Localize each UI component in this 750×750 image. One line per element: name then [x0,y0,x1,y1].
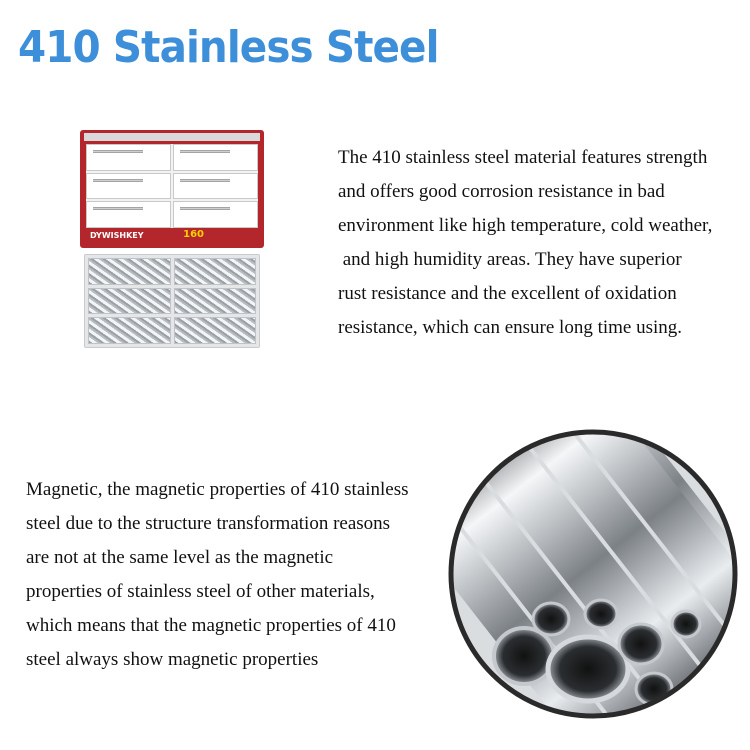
brand-logo: DYWISHKEY [90,231,144,240]
text-line: steel always show magnetic properties [26,649,319,670]
stainless-pipes-image [436,424,750,724]
kit-box-lid [80,130,264,248]
text-line: rust resistance and the excellent of oxidation [338,283,677,304]
text-line: properties of stainless steel of other materials, [26,581,375,602]
size-chart-cell [86,144,171,171]
lid-description-strip [84,133,260,141]
screw-bin [174,288,257,315]
text-line: Magnetic, the magnetic properties of 410 stainless [26,479,409,500]
size-chart-cell [86,173,171,200]
piece-count-badge: 160 [183,229,204,240]
lid-size-chart [86,144,258,228]
magnetic-description [26,473,436,677]
strength-description [338,141,750,345]
text-line: resistance, which can ensure long time using. [338,317,683,338]
text-line: environment like high temperature, cold weather, [338,215,713,236]
size-chart-cell [173,144,258,171]
screw-bin [88,288,171,315]
text-line: and high humidity areas. They have superior [338,249,682,270]
screw-tray [84,254,260,348]
screw-bin [88,317,171,344]
text-line: and offers good corrosion resistance in bad [338,181,665,202]
page-title: 410 Stainless Steel [18,22,439,73]
size-chart-cell [173,173,258,200]
screw-bin [174,258,257,285]
text-line: steel due to the structure transformation reasons [26,513,391,534]
text-line: The 410 stainless steel material features strength [338,147,708,168]
size-chart-cell [86,201,171,228]
size-chart-cell [173,201,258,228]
screw-bin [88,258,171,285]
screw-bin [174,317,257,344]
text-line: which means that the magnetic properties of 410 [26,615,396,636]
text-line: are not at the same level as the magnetic [26,547,334,568]
screw-kit-product-image [80,130,264,350]
